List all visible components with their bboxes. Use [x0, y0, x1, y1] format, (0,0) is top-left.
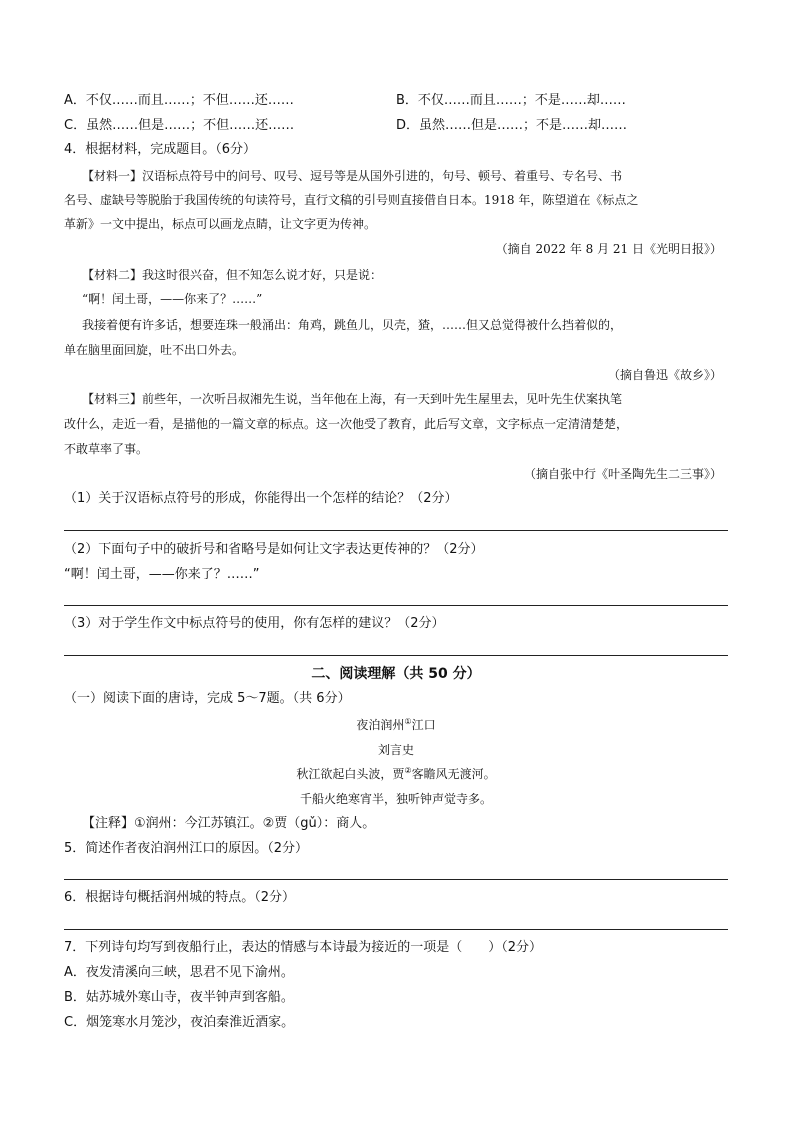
material-1-line-1: 【材料一】汉语标点符号中的问号、叹号、逗号等是从国外引进的，句号、顿号、着重号、专名号、书 [82, 169, 623, 183]
material-1-line-3: 革新》一文中提出，标点可以画龙点睛，让文字更为传神。 [64, 217, 377, 231]
q5-stem: 5．简述作者夜泊润州江口的原因。（2分） [64, 841, 309, 856]
q7-option-b[interactable]: B．姑苏城外寒山寺，夜半钟声到客船。 [64, 990, 294, 1005]
option-b: B．不仅……而且……；不是……却…… [396, 93, 626, 108]
q7-stem: 7．下列诗句均写到夜船行止，表达的情感与本诗最为接近的一项是（ ）（2分） [64, 940, 543, 955]
poem-title-note-mark: ① [404, 717, 412, 726]
answer-line-q4-3[interactable] [64, 655, 728, 656]
poem-title-text-end: 江口 [411, 718, 436, 732]
q4-sub-2: （2）下面句子中的破折号和省略号是如何让文字表达更传神的？（2分） [64, 542, 484, 557]
poem-line-1-text-end: 客瞻风无渡河。 [411, 767, 496, 781]
poem-line-1-note-mark: ② [404, 766, 412, 775]
material-2-line-4: 单在脑里面回旋，吐不出口外去。 [64, 343, 245, 357]
section-intro: （一）阅读下面的唐诗，完成 5～7题。（共 6分） [64, 691, 351, 706]
q4-sub-3: （3）对于学生作文中标点符号的使用，你有怎样的建议？（2分） [64, 616, 445, 631]
answer-line-q4-1[interactable] [64, 530, 728, 531]
q6-stem: 6．根据诗句概括润州城的特点。（2分） [64, 890, 296, 905]
q4-sub-1: （1）关于汉语标点符号的形成，你能得出一个怎样的结论？（2分） [64, 491, 458, 506]
material-1-line-2: 名号、虚缺号等脱胎于我国传统的句读符号，直行文稿的引号则直接借自日本。1918 年，陈望道在《标点之 [64, 193, 639, 207]
option-d: D．虽然……但是……；不是……却…… [396, 118, 628, 133]
q7-option-c[interactable]: C．烟笼寒水月笼沙，夜泊秦淮近酒家。 [64, 1015, 295, 1030]
material-1-source: （摘自 2022 年 8 月 21 日《光明日报》） [495, 242, 722, 256]
poem-line-2: 千船火绝寒宵半，独听钟声觉寺多。 [299, 792, 492, 806]
q7-option-a[interactable]: A．夜发清溪向三峡，思君不见下渝州。 [64, 965, 294, 980]
poem-title-text: 夜泊润州 [356, 718, 405, 732]
material-3-line-2: 改什么，走近一看，是描他的一篇文章的标点。这一次他受了教育，此后写文章，文字标点一定清清楚楚， [64, 417, 629, 431]
option-a: A．不仅……而且……；不但……还…… [64, 93, 294, 108]
material-3-source: （摘自张中行《叶圣陶先生二三事》） [523, 467, 722, 481]
answer-line-q5[interactable] [64, 879, 728, 880]
answer-line-q4-2[interactable] [64, 605, 728, 606]
material-3-line-3: 不敢草率了事。 [64, 442, 149, 456]
material-2-source: （摘自鲁迅《故乡》） [607, 368, 722, 382]
material-2-line-2: “啊！闰土哥，——你来了？……” [82, 292, 263, 306]
poem-notes: 【注释】①润州：今江苏镇江。②贾（gǔ）：商人。 [82, 816, 376, 831]
answer-line-q6[interactable] [64, 929, 728, 930]
material-3-line-1: 【材料三】前些年，一次听吕叔湘先生说，当年他在上海，有一天到叶先生屋里去，见叶先生伏案执笔 [82, 392, 623, 406]
q4-stem: 4．根据材料，完成题目。（6分） [64, 142, 257, 157]
poem-author: 刘言史 [377, 743, 414, 757]
poem-line-1-text: 秋江欲起白头波，贾 [296, 767, 405, 781]
material-2-line-1: 【材料二】我这时很兴奋，但不知怎么说才好，只是说： [82, 268, 383, 282]
poem-title [64, 716, 728, 734]
material-2-line-3: 我接着便有许多话，想要连珠一般涌出：角鸡，跳鱼儿，贝壳，猹，……但又总觉得被什么挡着似的， [82, 318, 623, 332]
poem-line-1 [64, 765, 728, 783]
option-c: C．虽然……但是……；不但……还…… [64, 118, 295, 133]
section-title: 二、阅读理解（共 50 分） [311, 666, 481, 682]
q4-sub-2-quote: “啊！闰土哥，——你来了？……” [64, 567, 260, 582]
